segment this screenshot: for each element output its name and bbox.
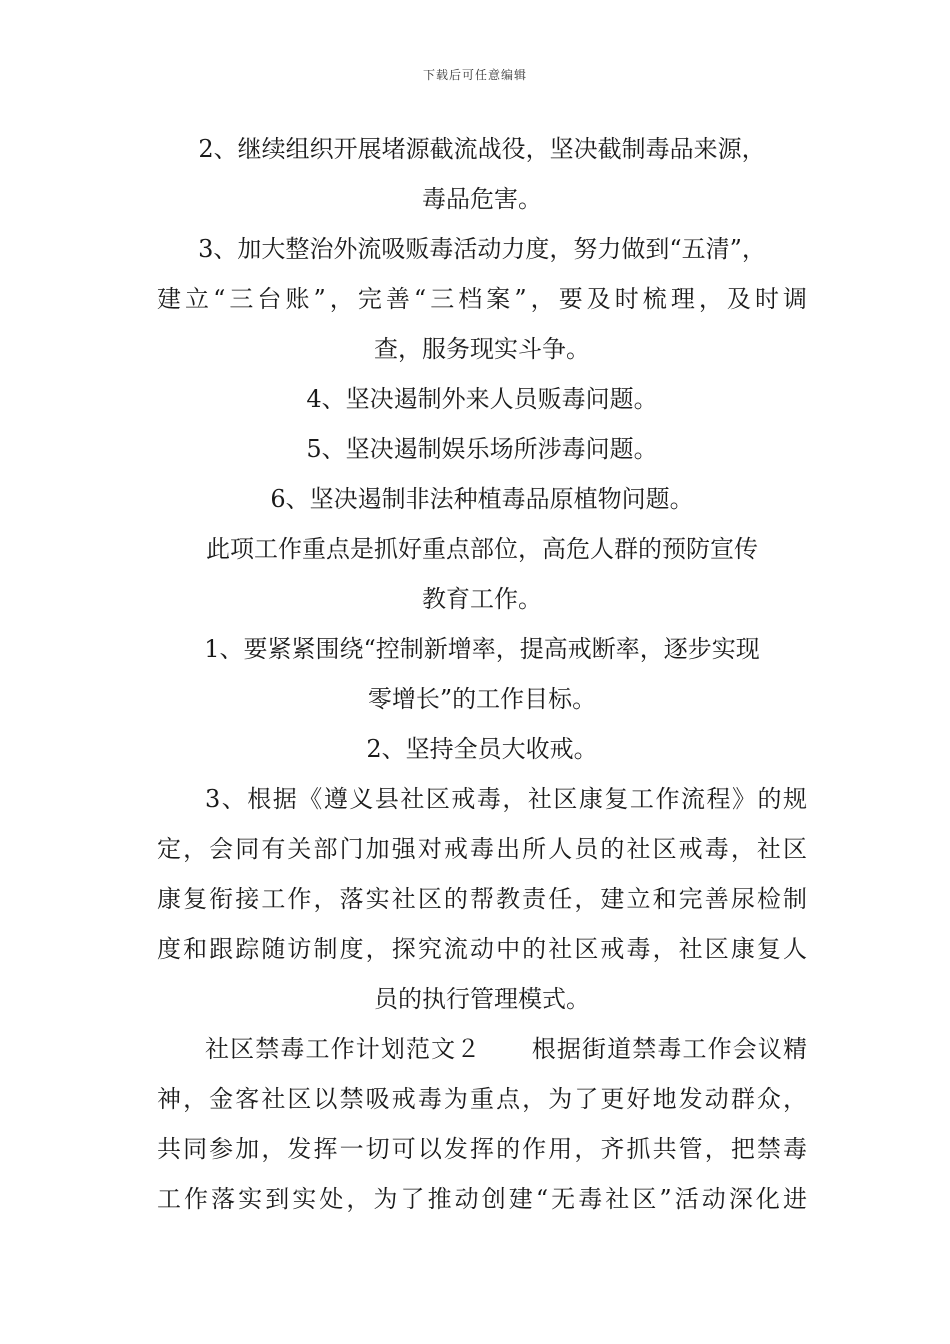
text-line-12: 零增长”的工作目标。 xyxy=(367,685,597,713)
document-body xyxy=(157,124,807,1224)
text-line-4: 建立“三台账”，完善“三档案”，要及时梳理，及时调 xyxy=(157,285,807,313)
text-line-11: 1、要紧紧围绕“控制新增率，提高戒断率，逐步实现 xyxy=(204,635,760,663)
text-line-1: 2、继续组织开展堵源截流战役，坚决截制毒品来源， xyxy=(198,135,766,163)
text-line-2: 毒品危害。 xyxy=(422,185,542,213)
text-line-21: 共同参加，发挥一切可以发挥的作用，齐抓共管，把禁毒 xyxy=(157,1135,807,1163)
text-line-22: 工作落实到实处，为了推动创建“无毒社区”活动深化进 xyxy=(157,1185,807,1213)
text-line-14: 3、根据《遵义县社区戒毒，社区康复工作流程》的规 xyxy=(205,785,807,813)
text-line-10: 教育工作。 xyxy=(422,585,542,613)
text-line-20: 神，金客社区以禁吸戒毒为重点，为了更好地发动群众， xyxy=(157,1085,807,1113)
text-line-9: 此项工作重点是抓好重点部位，高危人群的预防宣传 xyxy=(206,535,758,563)
text-line-19: 社区禁毒工作计划范文２ 根据街道禁毒工作会议精 xyxy=(205,1035,807,1063)
text-line-5: 查，服务现实斗争。 xyxy=(374,335,590,363)
text-line-16: 康复衔接工作，落实社区的帮教责任，建立和完善尿检制 xyxy=(157,885,807,913)
text-line-6: 4、坚决遏制外来人员贩毒问题。 xyxy=(306,385,658,413)
header-note: 下载后可任意编辑 xyxy=(422,68,527,82)
text-line-17: 度和跟踪随访制度，探究流动中的社区戒毒，社区康复人 xyxy=(157,935,807,963)
text-line-18: 员的执行管理模式。 xyxy=(374,985,590,1013)
text-line-13: 2、坚持全员大收戒。 xyxy=(366,735,598,763)
text-line-8: 6、坚决遏制非法种植毒品原植物问题。 xyxy=(270,485,694,513)
text-line-3: 3、加大整治外流吸贩毒活动力度，努力做到“五清”， xyxy=(198,235,766,263)
text-line-7: 5、坚决遏制娱乐场所涉毒问题。 xyxy=(306,435,658,463)
text-line-15: 定，会同有关部门加强对戒毒出所人员的社区戒毒，社区 xyxy=(157,835,807,863)
